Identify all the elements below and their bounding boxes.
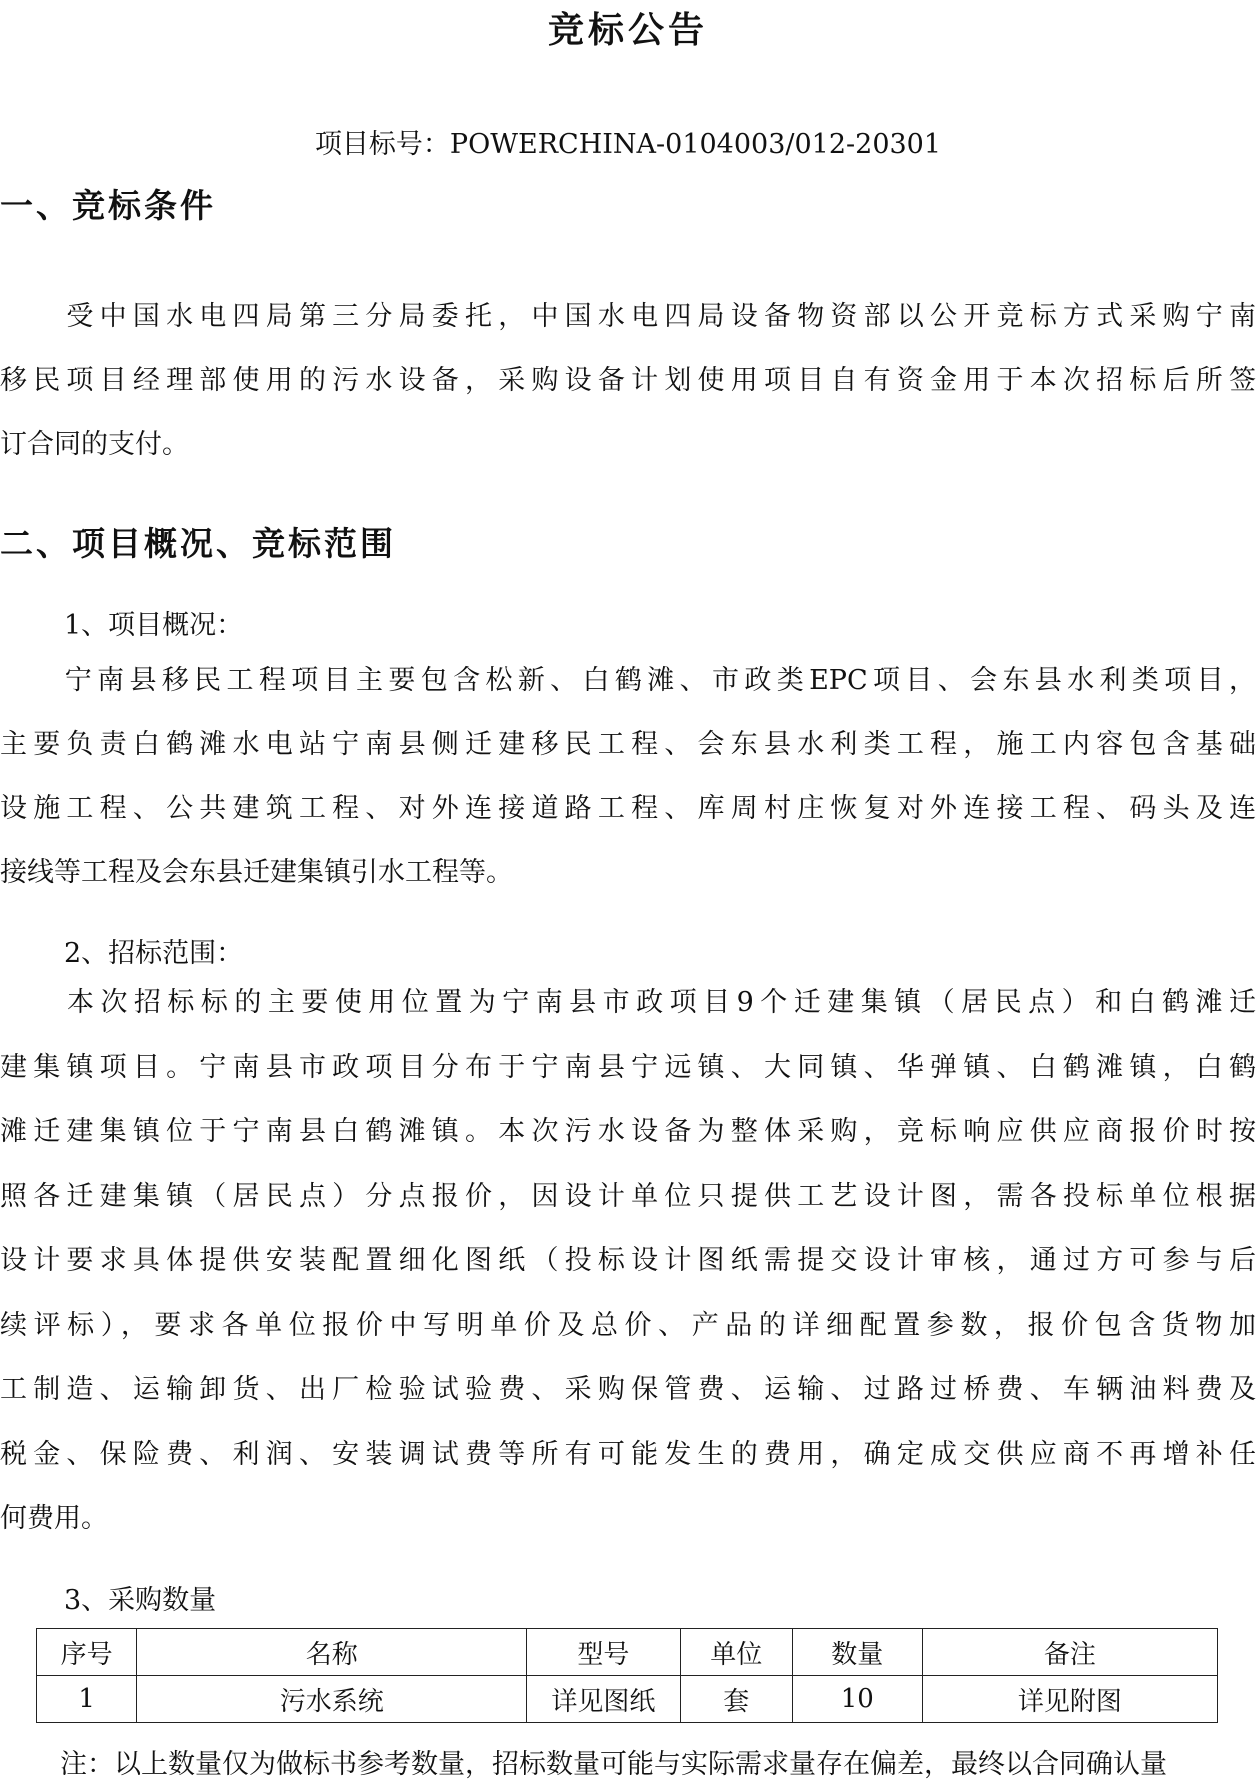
paragraph-line: 设施工程、公共建筑工程、对外连接道路工程、库周村庄恢复对外连接工程、码头及连: [0, 793, 1256, 824]
subheading-scope: 2、招标范围：: [64, 938, 244, 969]
project-number: 项目标号：POWERCHINA-0104003/012-20301: [314, 129, 942, 160]
paragraph-line: 滩迁建集镇位于宁南县白鹤滩镇。本次污水设备为整体采购，竞标响应供应商报价时按: [0, 1116, 1256, 1147]
header-cell: 型号: [527, 1629, 681, 1676]
header-cell: 单位: [680, 1629, 792, 1676]
section1-heading: 一、竞标条件: [0, 186, 216, 225]
paragraph-line: 受中国水电四局第三分局委托，中国水电四局设备物资部以公开竞标方式采购宁南: [0, 301, 1256, 332]
paragraph-line: 建集镇项目。宁南县市政项目分布于宁南县宁远镇、大同镇、华弹镇、白鹤滩镇，白鹤: [0, 1052, 1256, 1083]
paragraph-line: 设计要求具体提供安装配置细化图纸（投标设计图纸需提交设计审核，通过方可参与后: [0, 1245, 1256, 1276]
paragraph-line: 订合同的支付。: [0, 429, 189, 460]
header-cell: 序号: [37, 1629, 137, 1676]
table-cell: 详见图纸: [527, 1676, 681, 1723]
paragraph-line: 何费用。: [0, 1503, 108, 1534]
paragraph-line: 本次招标标的主要使用位置为宁南县市政项目9个迁建集镇（居民点）和白鹤滩迁: [0, 987, 1256, 1018]
quantity-table: [36, 1628, 1218, 1723]
paragraph-line: 税金、保险费、利润、安装调试费等所有可能发生的费用，确定成交供应商不再增补任: [0, 1439, 1256, 1470]
paragraph-line: 工制造、运输卸货、出厂检验试验费、采购保管费、运输、过路过桥费、车辆油料费及: [0, 1374, 1256, 1405]
table-header-row: [37, 1629, 1218, 1676]
paragraph-line: 移民项目经理部使用的污水设备，采购设备计划使用项目自有资金用于本次招标后所签: [0, 365, 1256, 396]
paragraph-line: 接线等工程及会东县迁建集镇引水工程等。: [0, 857, 513, 888]
document-title: 竞标公告: [547, 10, 708, 51]
table-cell: 详见附图: [922, 1676, 1217, 1723]
subheading-quantity: 3、采购数量: [64, 1585, 217, 1616]
table-cell: 1: [37, 1676, 137, 1723]
paragraph-line: 照各迁建集镇（居民点）分点报价，因设计单位只提供工艺设计图，需各投标单位根据: [0, 1181, 1256, 1212]
table-cell: 污水系统: [137, 1676, 527, 1723]
header-cell: 备注: [922, 1629, 1217, 1676]
header-cell: 数量: [792, 1629, 922, 1676]
table-cell: 套: [680, 1676, 792, 1723]
header-cell: 名称: [137, 1629, 527, 1676]
subheading-overview: 1、项目概况：: [64, 610, 244, 641]
table-note: 注：以上数量仅为做标书参考数量，招标数量可能与实际需求量存在偏差，最终以合同确认量: [60, 1749, 1167, 1780]
table-row: [37, 1676, 1218, 1723]
paragraph-line: 续评标），要求各单位报价中写明单价及总价、产品的详细配置参数，报价包含货物加: [0, 1310, 1256, 1341]
paragraph-line: 宁南县移民工程项目主要包含松新、白鹤滩、市政类EPC项目、会东县水利类项目，: [0, 665, 1256, 696]
paragraph-line: 主要负责白鹤滩水电站宁南县侧迁建移民工程、会东县水利类工程，施工内容包含基础: [0, 729, 1256, 760]
table-cell: 10: [792, 1676, 922, 1723]
section2-heading: 二、项目概况、竞标范围: [0, 524, 396, 563]
